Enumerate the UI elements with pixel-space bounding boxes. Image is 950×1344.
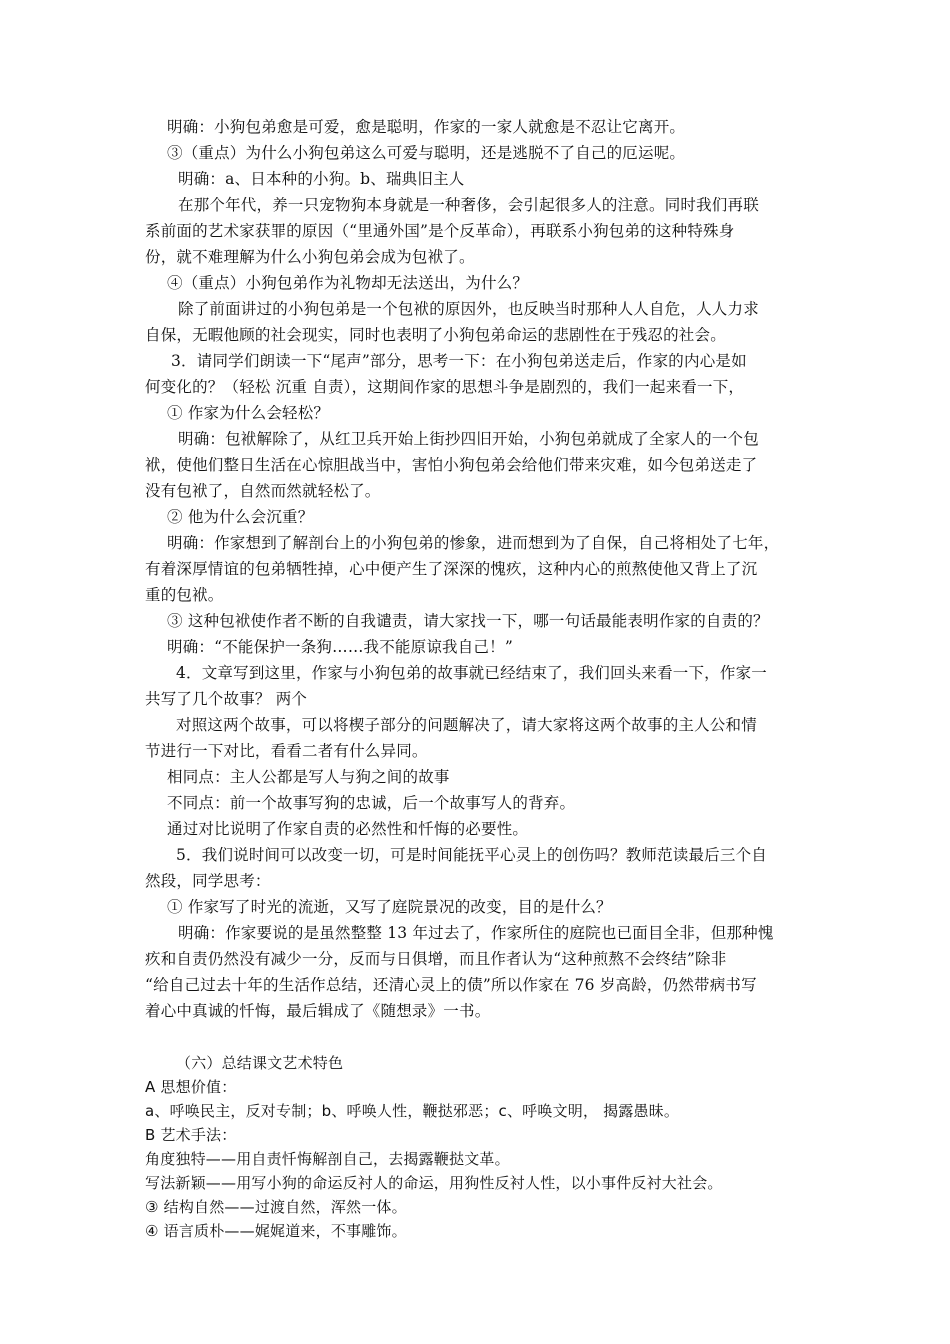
text-line: 明确：“不能保护一条狗……我不能原谅我自己！” — [167, 638, 513, 656]
text-line: 明确：a、日本种的小狗。b、瑞典旧主人 — [178, 170, 465, 188]
text-line: ④ 语言质朴——娓娓道来，不事雕饰。 — [145, 1222, 407, 1240]
text-line: 何变化的？（轻松 沉重 自责），这期间作家的思想斗争是剧烈的，我们一起来看一下， — [145, 378, 745, 396]
text-line: 对照这两个故事，可以将楔子部分的问题解决了，请大家将这两个故事的主人公和情 — [176, 716, 757, 734]
text-line: ① 作家写了时光的流逝，又写了庭院景况的改变，目的是什么？ — [167, 898, 612, 916]
text-line: 着心中真诚的忏悔，最后辑成了《随想录》一书。 — [145, 1002, 491, 1020]
text-line: ① 作家为什么会轻松？ — [167, 404, 330, 422]
text-line: 明确：作家想到了解剖台上的小狗包弟的惨象，进而想到为了自保，自己将相处了七年， — [167, 534, 780, 552]
text-line: B 艺术手法： — [145, 1126, 237, 1144]
text-line: 袱，使他们整日生活在心惊胆战当中，害怕小狗包弟会给他们带来灾难，如今包弟送走了 — [145, 456, 758, 474]
text-line: 在那个年代，养一只宠物狗本身就是一种奢侈，会引起很多人的注意。同时我们再联 — [178, 196, 759, 214]
text-line: 然段，同学思考： — [145, 872, 271, 890]
text-line: ② 他为什么会沉重？ — [167, 508, 314, 526]
text-line: 自保，无暇他顾的社会现实，同时也表明了小狗包弟命运的悲剧性在于残忍的社会。 — [145, 326, 726, 344]
text-line: A 思想价值： — [145, 1078, 237, 1096]
text-line: 通过对比说明了作家自责的必然性和忏悔的必要性。 — [167, 820, 529, 838]
text-line: 角度独特——用自责忏悔解剖自己，去揭露鞭挞文革。 — [145, 1150, 510, 1168]
text-line: ③ 这种包袱使作者不断的自我谴责，请大家找一下，哪一句话最能表明作家的自责的？ — [167, 612, 769, 630]
text-line: 系前面的艺术家获罪的原因（“里通外国”是个反革命），再联系小狗包弟的这种特殊身 — [145, 222, 735, 240]
text-line: 重的包袱。 — [145, 586, 224, 604]
text-line: 相同点：主人公都是写人与狗之间的故事 — [167, 768, 450, 786]
text-line: 明确：作家要说的是虽然整整 13 年过去了，作家所住的庭院也已面目全非，但那种愧 — [178, 924, 774, 942]
text-line: 节进行一下对比，看看二者有什么异同。 — [145, 742, 428, 760]
text-line: ③（重点）为什么小狗包弟这么可爱与聪明，还是逃脱不了自己的厄运呢。 — [167, 144, 686, 162]
text-line: “给自己过去十年的生活作总结，还清心灵上的债”所以作家在 76 岁高龄，仍然带病书写 — [145, 976, 757, 994]
text-line: 明确：小狗包弟愈是可爱，愈是聪明，作家的一家人就愈是不忍让它离开。 — [167, 118, 686, 136]
text-line: 有着深厚情谊的包弟牺牲掉，心中便产生了深深的愧疚，这种内心的煎熬使他又背上了沉 — [145, 560, 758, 578]
text-line: 共写了几个故事？ 两个 — [145, 690, 308, 708]
text-line: 写法新颖——用写小狗的命运反衬人的命运，用狗性反衬人性，以小事件反衬大社会。 — [145, 1174, 723, 1192]
text-line: 明确：包袱解除了，从红卫兵开始上街抄四旧开始，小狗包弟就成了全家人的一个包 — [178, 430, 759, 448]
text-line: （六）总结课文艺术特色 — [176, 1054, 344, 1072]
text-line: a、呼唤民主，反对专制；b、呼唤人性，鞭挞邪恶；c、呼唤文明， 揭露愚昧。 — [145, 1102, 680, 1120]
text-line: 4．文章写到这里，作家与小狗包弟的故事就已经结束了，我们回头来看一下，作家一 — [176, 664, 767, 682]
text-line: ③ 结构自然——过渡自然，浑然一体。 — [145, 1198, 407, 1216]
text-line: 份，就不难理解为什么小狗包弟会成为包袱了。 — [145, 248, 475, 266]
text-line: ④（重点）小狗包弟作为礼物却无法送出，为什么？ — [167, 274, 529, 292]
text-line: 不同点：前一个故事写狗的忠诚，后一个故事写人的背弃。 — [167, 794, 576, 812]
text-line: 疚和自责仍然没有减少一分，反而与日俱增，而且作者认为“这种煎熬不会终结”除非 — [145, 950, 727, 968]
text-line: 除了前面讲过的小狗包弟是一个包袱的原因外，也反映当时那种人人自危，人人力求 — [178, 300, 759, 318]
text-line: 没有包袱了，自然而然就轻松了。 — [145, 482, 381, 500]
text-line: 3．请同学们朗读一下“尾声”部分，思考一下：在小狗包弟送走后，作家的内心是如 — [171, 352, 747, 370]
text-line: 5．我们说时间可以改变一切，可是时间能抚平心灵上的创伤吗？教师范读最后三个自 — [176, 846, 767, 864]
